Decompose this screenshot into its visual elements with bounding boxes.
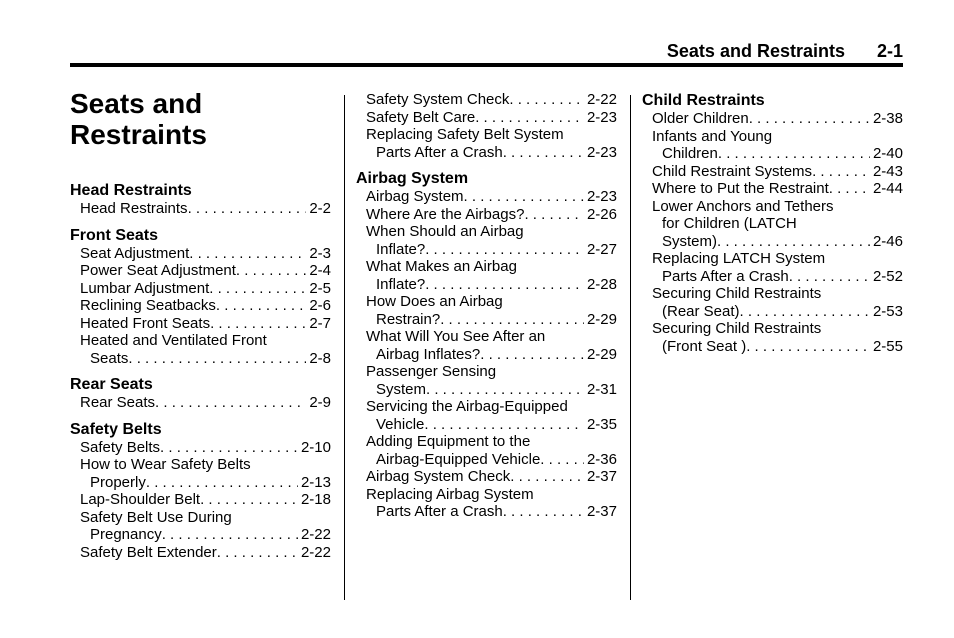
toc-entry <box>642 250 903 285</box>
toc-entry-label: What Makes an Airbag <box>366 258 517 275</box>
toc-entry-page: 2-36 <box>586 450 617 468</box>
toc-entry <box>70 491 331 509</box>
toc-entry-line <box>80 491 331 509</box>
toc-entry-page: 2-55 <box>872 337 903 355</box>
toc-entry-line <box>366 276 617 294</box>
running-header <box>70 38 903 64</box>
toc-entry-line <box>80 280 331 298</box>
toc-entry-page: 2-23 <box>586 188 617 205</box>
toc-entry-label: Lap-Shoulder Belt <box>80 491 201 508</box>
toc-entry <box>642 163 903 181</box>
toc-entry-label: Lumbar Adjustment <box>80 279 210 297</box>
dot-leader <box>503 144 584 162</box>
toc-entry-line <box>80 474 331 492</box>
toc-entry <box>642 285 903 320</box>
toc-entry-label: Safety Belts <box>80 438 161 456</box>
toc-entry-page: 2-40 <box>872 145 903 162</box>
dot-leader <box>509 91 584 109</box>
toc-column-3 <box>642 91 903 355</box>
toc-section-heading: Rear Seats <box>70 376 153 393</box>
dot-leader <box>829 180 870 198</box>
toc-entry <box>70 200 331 218</box>
toc-section-heading: Airbag System <box>356 170 469 187</box>
toc-entry <box>70 439 331 457</box>
dot-leader <box>128 350 306 368</box>
dot-leader <box>188 200 307 218</box>
toc-entry-label: Airbag-Equipped Vehicle <box>376 450 541 468</box>
toc-entry <box>356 188 617 206</box>
toc-section-heading: Head Restraints <box>70 182 192 199</box>
toc-column-1 <box>70 181 331 561</box>
toc-entry-label: (Rear Seat) <box>662 302 740 320</box>
dot-leader <box>425 276 584 294</box>
toc-entry-label: Adding Equipment to the <box>366 433 531 450</box>
toc-entry-page: 2-35 <box>586 415 617 433</box>
toc-entry-label: Parts After a Crash <box>376 503 503 520</box>
toc-entry-label: (Front Seat ) <box>662 337 747 355</box>
dot-leader <box>146 474 298 492</box>
toc-entry-label: Restrain? <box>376 310 441 328</box>
toc-entry-page: 2-44 <box>872 180 903 197</box>
column-divider-2 <box>630 95 631 600</box>
header-rule <box>70 63 903 67</box>
dot-leader <box>217 544 298 562</box>
header-page-number: 2-1 <box>876 40 903 61</box>
toc-entry <box>70 456 331 491</box>
toc-entry-label: Lower Anchors and Tethers <box>652 197 834 215</box>
toc-entry-label: What Will You See After an <box>366 328 546 345</box>
toc-entry <box>356 91 617 109</box>
toc-entry-label: Reclining Seatbacks <box>80 297 216 314</box>
dot-leader <box>424 416 584 434</box>
toc-entry-label: Inflate? <box>376 275 426 293</box>
toc-entry-line <box>652 110 903 128</box>
toc-entry-page: 2-43 <box>872 162 903 180</box>
toc-section-heading: Front Seats <box>70 226 159 244</box>
toc-entry-label: Seat Adjustment <box>80 244 190 262</box>
toc-entry-label: Airbag System <box>366 188 464 205</box>
toc-entry-label: Passenger Sensing <box>366 363 497 380</box>
toc-entry-line <box>80 245 331 263</box>
toc-entry-page: 2-37 <box>586 503 617 520</box>
dot-leader <box>210 315 306 333</box>
toc-entry-label: When Should an Airbag <box>366 223 524 240</box>
toc-entry-label: Seats <box>90 349 129 367</box>
toc-entry-page: 2-29 <box>586 345 617 363</box>
toc-entry-label: Safety Belt Care <box>366 108 476 126</box>
dot-leader <box>155 394 306 412</box>
toc-entry-label: Airbag System Check <box>366 468 511 485</box>
toc-entry-label: System <box>376 380 427 398</box>
toc-entry-label-cont: for Children (LATCH <box>662 215 797 232</box>
toc-entry <box>356 468 617 486</box>
dot-leader <box>717 233 870 251</box>
toc-entry <box>356 433 617 468</box>
dot-leader <box>740 303 870 321</box>
column-divider-1 <box>344 95 345 600</box>
toc-entry <box>70 245 331 263</box>
toc-entry-line <box>80 262 331 280</box>
toc-entry-line <box>652 338 903 356</box>
toc-entry-label: Replacing LATCH System <box>652 250 826 267</box>
toc-entry-label: Child Restraint Systems <box>652 162 813 180</box>
toc-entry-label: Pregnancy <box>90 526 162 543</box>
toc-entry-page: 2-4 <box>309 262 331 279</box>
toc-entry-line <box>366 311 617 329</box>
toc-entry <box>356 486 617 521</box>
toc-entry-page: 2-38 <box>872 110 903 127</box>
toc-entry <box>70 544 331 562</box>
dot-leader <box>162 526 298 544</box>
toc-entry-line <box>366 206 617 224</box>
toc-entry-page: 2-53 <box>872 302 903 320</box>
toc-entry <box>70 394 331 412</box>
toc-entry-line <box>366 381 617 399</box>
toc-entry-label: Parts After a Crash <box>662 267 789 285</box>
toc-entry <box>70 280 331 298</box>
dot-leader <box>200 491 298 509</box>
toc-entry <box>70 262 331 280</box>
toc-entry-page: 2-37 <box>586 468 617 485</box>
dot-leader <box>503 503 584 521</box>
toc-entry <box>642 110 903 128</box>
toc-entry-page: 2-2 <box>309 200 331 217</box>
toc-entry-label: Inflate? <box>376 240 426 258</box>
toc-entry <box>356 223 617 258</box>
toc-entry <box>70 509 331 544</box>
toc-entry-label: Children <box>662 145 718 162</box>
dot-leader <box>160 439 298 457</box>
toc-entry-label: Safety Belt Use During <box>80 508 232 526</box>
toc-entry <box>356 293 617 328</box>
toc-entry-line <box>366 188 617 206</box>
toc-entry-line <box>652 233 903 251</box>
dot-leader <box>464 188 584 206</box>
dot-leader <box>480 346 584 364</box>
toc-entry-page: 2-9 <box>309 394 331 411</box>
toc-entry-page: 2-52 <box>872 267 903 285</box>
toc-entry-label: How to Wear Safety Belts <box>80 456 251 473</box>
dot-leader <box>540 451 584 469</box>
toc-entry <box>642 180 903 198</box>
toc-entry-label: Properly <box>90 473 146 491</box>
toc-entry-page: 2-46 <box>872 232 903 250</box>
toc-entry-page: 2-6 <box>309 297 331 314</box>
toc-entry-label: Power Seat Adjustment <box>80 262 236 279</box>
toc-entry-page: 2-18 <box>300 491 331 508</box>
toc-entry-page: 2-23 <box>586 143 617 161</box>
toc-entry <box>356 126 617 161</box>
toc-entry-label: Safety Belt Extender <box>80 543 217 561</box>
toc-entry-page: 2-27 <box>586 240 617 258</box>
dot-leader <box>749 110 870 128</box>
toc-entry-line <box>366 109 617 127</box>
toc-entry-line <box>652 268 903 286</box>
dot-leader <box>440 311 584 329</box>
dot-leader <box>718 145 870 163</box>
toc-entry-label: Safety System Check <box>366 91 510 108</box>
toc-entry-line <box>80 200 331 218</box>
toc-entry-label: Older Children <box>652 110 749 127</box>
dot-leader <box>189 245 306 263</box>
toc-entry <box>642 128 903 163</box>
toc-entry-label: Securing Child Restraints <box>652 320 822 337</box>
toc-section-heading: Child Restraints <box>642 92 765 109</box>
toc-entry-line <box>366 451 617 469</box>
toc-entry-page: 2-31 <box>586 380 617 398</box>
dot-leader <box>812 163 870 181</box>
dot-leader <box>524 206 584 224</box>
toc-entry-page: 2-13 <box>300 473 331 491</box>
toc-entry-label: Servicing the Airbag-Equipped <box>366 398 568 415</box>
toc-entry <box>356 328 617 363</box>
toc-entry-line <box>80 394 331 412</box>
toc-entry-page: 2-22 <box>300 543 331 561</box>
toc-entry-label: Where Are the Airbags? <box>366 205 525 223</box>
toc-entry-page: 2-26 <box>586 205 617 223</box>
toc-entry-line <box>366 503 617 521</box>
toc-entry <box>356 258 617 293</box>
toc-entry <box>356 109 617 127</box>
toc-entry-page: 2-3 <box>309 244 331 262</box>
toc-entry-page: 2-5 <box>309 279 331 297</box>
dot-leader <box>426 381 584 399</box>
toc-entry-page: 2-7 <box>309 314 331 332</box>
toc-entry <box>356 398 617 433</box>
toc-entry-line <box>652 180 903 198</box>
header-section-title: Seats and Restraints <box>666 40 845 61</box>
toc-section-heading: Safety Belts <box>70 420 162 438</box>
toc-entry-line <box>80 350 331 368</box>
toc-entry-line <box>366 144 617 162</box>
page-title: Seats and Restraints <box>70 88 207 150</box>
toc-entry <box>642 198 903 251</box>
toc-entry-line <box>80 297 331 315</box>
toc-entry-label: Head Restraints <box>80 200 188 217</box>
toc-entry-line <box>80 526 331 544</box>
toc-entry-label: Rear Seats <box>80 394 156 411</box>
toc-entry-label: System) <box>662 232 718 250</box>
toc-entry-page: 2-22 <box>300 526 331 543</box>
dot-leader <box>510 468 584 486</box>
toc-entry-line <box>366 346 617 364</box>
toc-entry-page: 2-10 <box>300 438 331 456</box>
toc-entry-line <box>80 544 331 562</box>
dot-leader <box>475 109 584 127</box>
toc-entry <box>642 320 903 355</box>
toc-entry-label: Replacing Safety Belt System <box>366 126 564 143</box>
toc-entry-label: Heated and Ventilated Front <box>80 332 267 349</box>
dot-leader <box>216 297 306 315</box>
toc-entry-label: Securing Child Restraints <box>652 285 822 302</box>
toc-entry-line <box>366 416 617 434</box>
dot-leader <box>236 262 306 280</box>
toc-entry-label: How Does an Airbag <box>366 293 503 310</box>
toc-entry-line <box>652 145 903 163</box>
toc-entry-line <box>366 91 617 109</box>
toc-entry-line <box>652 163 903 181</box>
toc-entry-label: Infants and Young <box>652 127 773 145</box>
toc-entry <box>70 332 331 367</box>
toc-entry-label: Parts After a Crash <box>376 143 503 161</box>
toc-entry-label: Where to Put the Restraint <box>652 180 829 197</box>
toc-entry-label: Vehicle <box>376 415 425 433</box>
toc-entry-line <box>366 241 617 259</box>
dot-leader <box>789 268 870 286</box>
toc-column-2 <box>356 91 617 521</box>
toc-entry <box>70 297 331 315</box>
toc-entry-line <box>80 439 331 457</box>
dot-leader <box>209 280 306 298</box>
dot-leader <box>425 241 584 259</box>
toc-entry <box>356 206 617 224</box>
toc-entry-label: Replacing Airbag System <box>366 485 534 503</box>
toc-entry-page: 2-22 <box>586 91 617 108</box>
toc-entry <box>70 315 331 333</box>
toc-entry-line <box>652 303 903 321</box>
toc-entry-page: 2-28 <box>586 275 617 293</box>
toc-entry-page: 2-8 <box>309 349 331 367</box>
toc-entry <box>356 363 617 398</box>
toc-entry-page: 2-23 <box>586 108 617 126</box>
toc-entry-label: Airbag Inflates? <box>376 345 481 363</box>
toc-entry-line <box>366 468 617 486</box>
dot-leader <box>746 338 870 356</box>
toc-entry-label: Heated Front Seats <box>80 314 211 332</box>
toc-entry-page: 2-29 <box>586 310 617 328</box>
toc-entry-line <box>80 315 331 333</box>
